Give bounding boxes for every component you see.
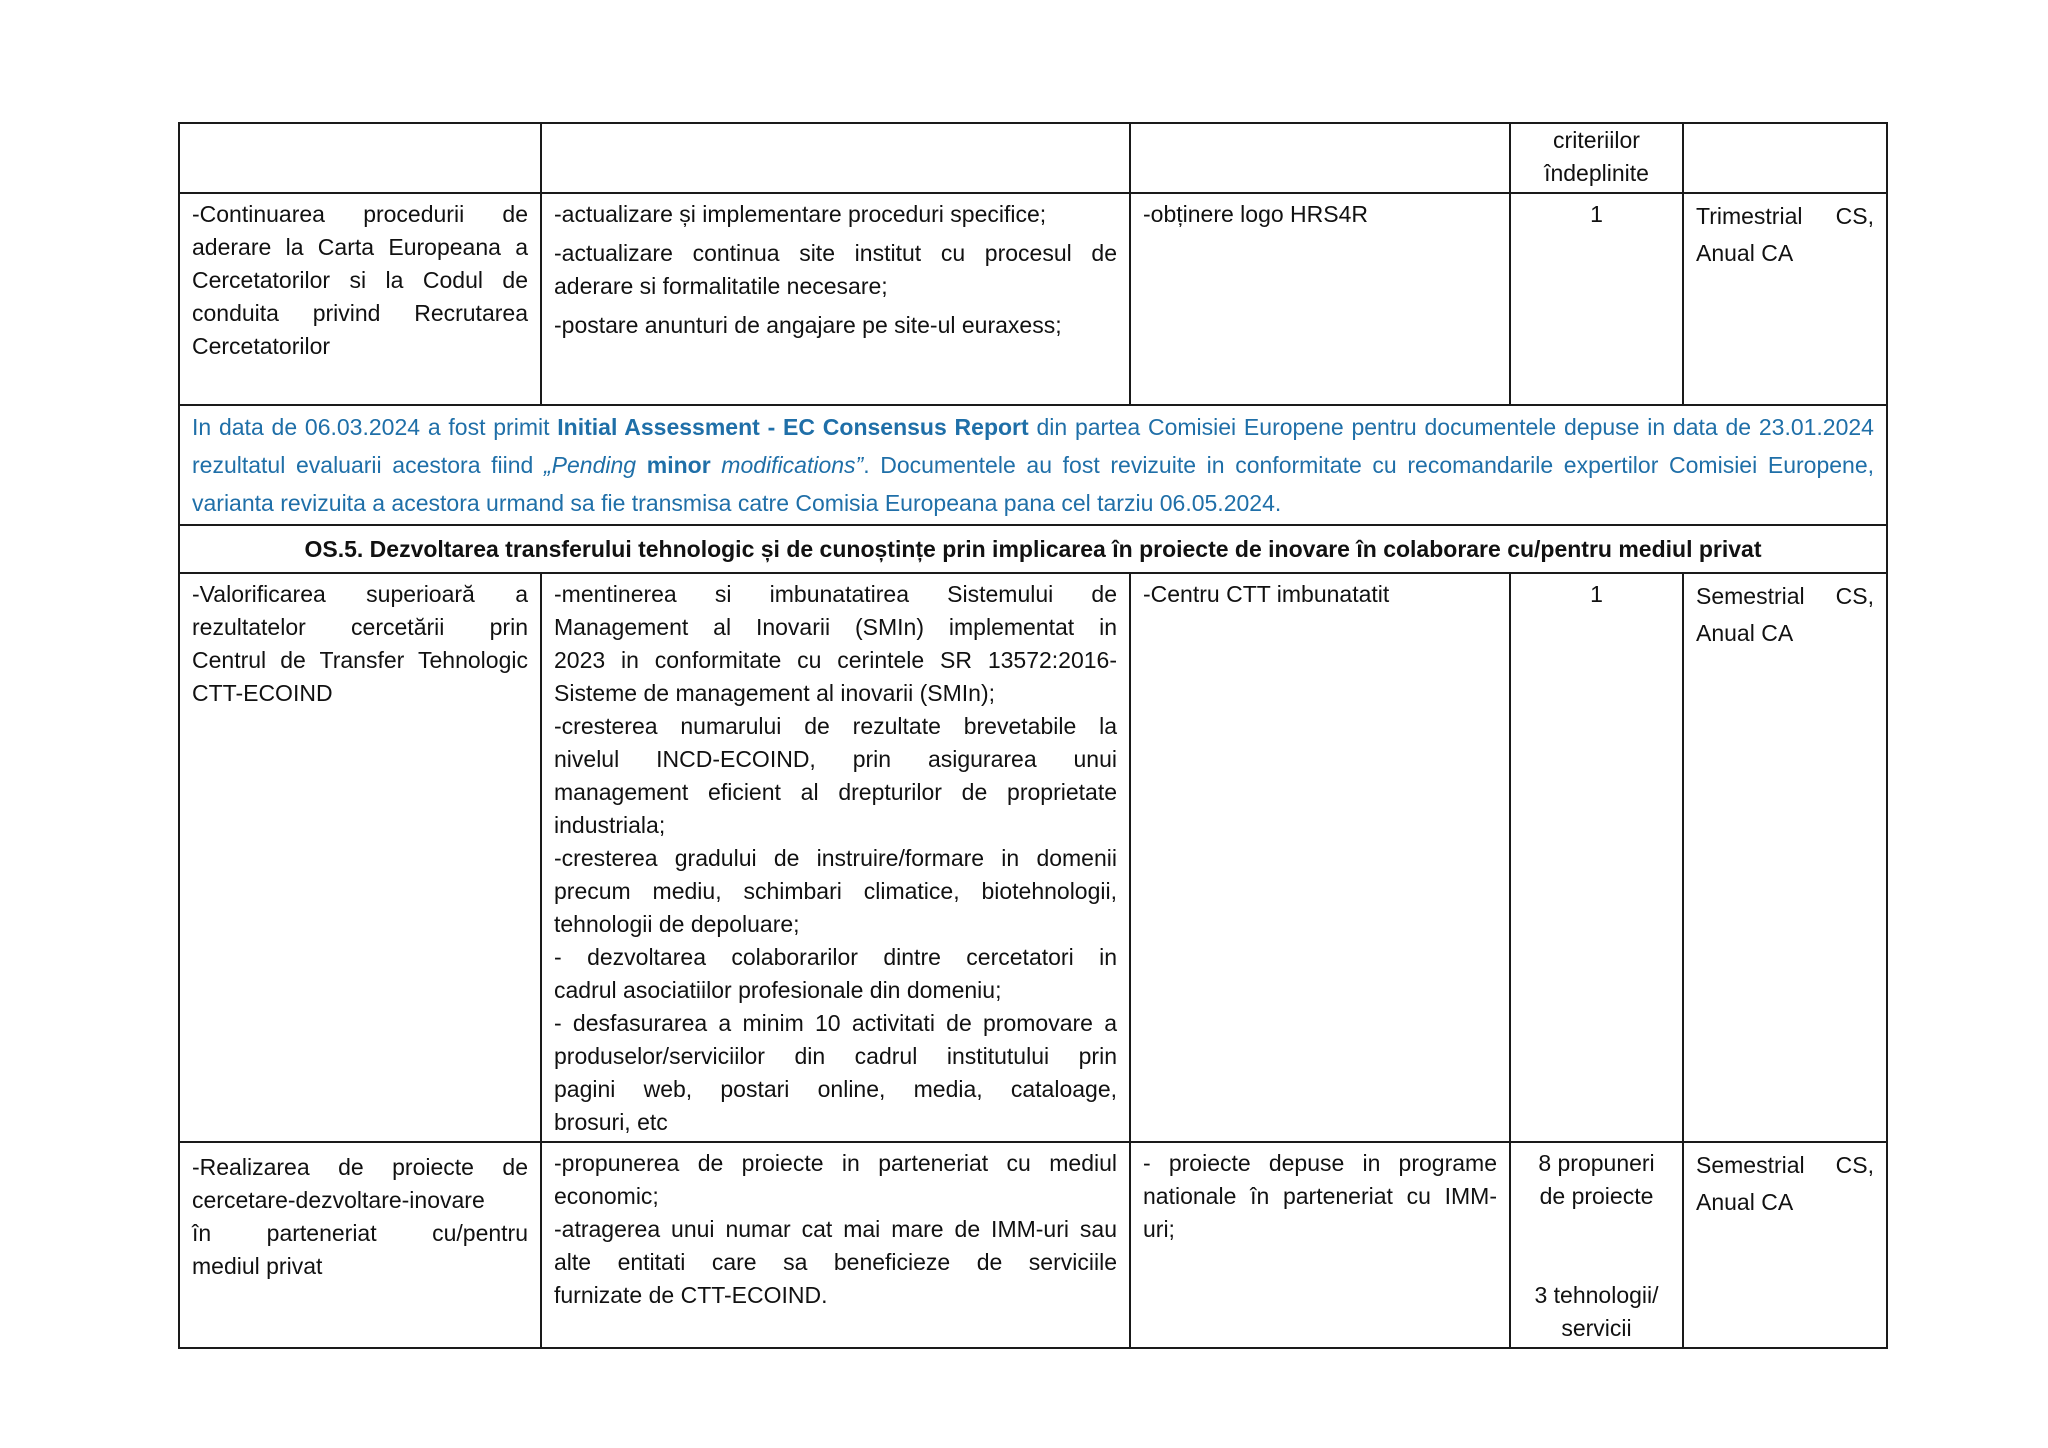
text-line: servicii [1561, 1315, 1632, 1341]
text-line: -actualizare și implementare proceduri specifice; [554, 201, 1047, 227]
cell-indicator [1130, 1142, 1510, 1348]
text-line: aderare si formalitatile necesare; [554, 273, 888, 299]
text-line: Semestrial CS, [1696, 583, 1874, 609]
text-line: -atragerea unui numar cat mai mare de IMM-uri sau [554, 1216, 1117, 1242]
text-line: Trimestrial CS, [1696, 203, 1874, 229]
table-row [179, 573, 1887, 1142]
text-line: -cresterea numarului de rezultate brevetabile la [554, 713, 1117, 739]
text-line: brosuri, etc [554, 1109, 668, 1135]
table-row [179, 525, 1887, 573]
text-line: -Valorificarea superioară a [192, 581, 528, 607]
cell-target [1510, 123, 1683, 193]
text-line: cadrul asociatiilor profesionale din domeniu; [554, 977, 1002, 1003]
text-line: tehnologii de depoluare; [554, 911, 800, 937]
cell-actions [541, 193, 1130, 405]
note-italic: modifications” [721, 452, 864, 478]
text-line: Cercetatorilor si la Codul de [192, 267, 528, 293]
text-line: criteriilor [1553, 127, 1640, 153]
cell-objective [179, 193, 541, 405]
text-line: -Realizarea de proiecte de [192, 1154, 528, 1180]
text-line: Cercetatorilor [192, 333, 331, 359]
text-line: îndeplinite [1544, 160, 1649, 186]
text-line: în parteneriat cu/pentru [192, 1220, 528, 1246]
text-line: de proiecte [1539, 1183, 1654, 1209]
text-line: 3 tehnologii/ [1534, 1282, 1659, 1308]
text-line: cercetare-dezvoltare-inovare [192, 1187, 485, 1213]
cell-actions [541, 1142, 1130, 1348]
text-line: 1 [1590, 581, 1603, 607]
text-line: Management al Inovarii (SMIn) implementat in [554, 614, 1117, 640]
cell-indicator [1130, 193, 1510, 405]
note-text: . Documentele au fost revizuite in conformitate cu recomandarile expertilor Comisiei Europene, varianta revizuita a acestora urmand sa fie transmisa catre Comisia Europeana pana cel tarziu 06.05.2024. [192, 452, 1874, 516]
table-row [179, 1142, 1887, 1348]
text-line: 2023 in conformitate cu cerintele SR 13572:2016- [554, 647, 1117, 673]
cell-target [1510, 573, 1683, 1142]
table-row [179, 123, 1887, 193]
text-line: Semestrial CS, [1696, 1152, 1874, 1178]
text-line: conduita privind Recrutarea [192, 300, 528, 326]
text-line: 8 propuneri [1538, 1150, 1655, 1176]
section-title: OS.5. Dezvoltarea transferului tehnologic și de cunoștințe prin implicarea în proiecte de inovare în colaborare cu/pentru mediul privat [179, 525, 1887, 573]
cell-target [1510, 1142, 1683, 1348]
cell-frequency [1683, 573, 1887, 1142]
table-row [179, 405, 1887, 525]
cell-frequency [1683, 193, 1887, 405]
text-line: -mentinerea si imbunatatirea Sistemului de [554, 581, 1117, 607]
text-line: pagini web, postari online, media, cataloage, [554, 1076, 1117, 1102]
text-line: uri; [1143, 1216, 1175, 1242]
text-line: Anual CA [1696, 620, 1794, 646]
text-line: industriala; [554, 812, 666, 838]
table-row [179, 193, 1887, 405]
note-bold: minor [646, 452, 711, 478]
cell-frequency [1683, 123, 1887, 193]
cell-indicator [1130, 573, 1510, 1142]
note-text: din partea Comisiei Europene pentru documentele depuse in data de 23.01.2024 rezultatul evaluarii acestora fiind [192, 414, 1874, 478]
cell-actions [541, 573, 1130, 1142]
text-line: management eficient al drepturilor de proprietate [554, 779, 1117, 805]
text-line: furnizate de CTT-ECOIND. [554, 1282, 828, 1308]
text-line: -actualizare continua site institut cu procesul de [554, 240, 1117, 266]
cell-frequency [1683, 1142, 1887, 1348]
text-line: aderare la Carta Europeana a [192, 234, 528, 260]
note-text: In data de 06.03.2024 a fost primit [192, 414, 558, 440]
cell-target [1510, 193, 1683, 405]
spacer [1523, 1213, 1670, 1279]
cell-objective [179, 573, 541, 1142]
text-line: CTT-ECOIND [192, 680, 333, 706]
text-line: Anual CA [1696, 240, 1794, 266]
text-line: -postare anunturi de angajare pe site-ul euraxess; [554, 312, 1062, 338]
note-italic: „Pending [544, 452, 637, 478]
cell-objective [179, 123, 541, 193]
cell-actions [541, 123, 1130, 193]
text-line: -Centru CTT imbunatatit [1143, 581, 1390, 607]
text-line: -cresterea gradului de instruire/formare in domenii [554, 845, 1117, 871]
note-bold: Initial Assessment - EC Consensus Report [557, 414, 1029, 440]
text-line: - dezvoltarea colaborarilor dintre cercetatori in [554, 944, 1117, 970]
cell-indicator [1130, 123, 1510, 193]
text-line: - proiecte depuse in programe [1143, 1150, 1497, 1176]
text-line: -propunerea de proiecte in parteneriat cu mediul [554, 1150, 1117, 1176]
text-line: Sisteme de management al inovarii (SMIn); [554, 680, 996, 706]
text-line: produselor/serviciilor din cadrul institutului prin [554, 1043, 1117, 1069]
strategy-table [178, 122, 1888, 1349]
text-line: nationale în parteneriat cu IMM- [1143, 1183, 1497, 1209]
text-line: - desfasurarea a minim 10 activitati de promovare a [554, 1010, 1117, 1036]
cell-objective [179, 1142, 541, 1348]
assessment-note [179, 405, 1887, 525]
text-line: rezultatelor cercetării prin [192, 614, 528, 640]
text-line: -Continuarea procedurii de [192, 201, 528, 227]
text-line: nivelul INCD-ECOIND, prin asigurarea unui [554, 746, 1117, 772]
text-line: economic; [554, 1183, 659, 1209]
text-line: Centrul de Transfer Tehnologic [192, 647, 528, 673]
text-line: alte entitati care sa beneficieze de serviciile [554, 1249, 1117, 1275]
text-line: -obținere logo HRS4R [1143, 201, 1369, 227]
text-line: mediul privat [192, 1253, 323, 1279]
text-line: 1 [1590, 201, 1603, 227]
text-line: precum mediu, schimbari climatice, biotehnologii, [554, 878, 1117, 904]
text-line: Anual CA [1696, 1189, 1794, 1215]
